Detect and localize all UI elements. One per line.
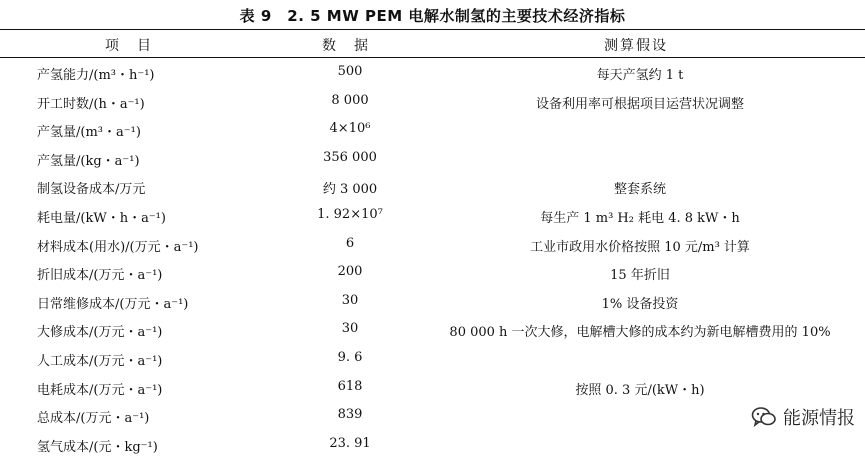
table-row (0, 147, 865, 174)
table-row (0, 261, 865, 288)
item-cell: 氢气成本/(元・kg⁻¹) (37, 439, 158, 455)
header-rule (0, 57, 865, 58)
table-row (0, 61, 865, 88)
assumption-cell: 1% 设备投资 (601, 296, 679, 312)
table-row (0, 376, 865, 403)
watermark-text: 能源情报 (783, 408, 855, 429)
assumption-cell: 整套系统 (613, 182, 666, 198)
value-cell: 839 (337, 407, 363, 423)
table-title: 表 9 2. 5 MW PEM 电解水制氢的主要技术经济指标 (239, 7, 626, 25)
watermark (751, 404, 855, 430)
value-cell: 4×10⁶ (329, 121, 371, 137)
value-cell: 6 (345, 235, 355, 251)
item-cell: 产氢量/(kg・a⁻¹) (37, 153, 140, 169)
value-cell: 618 (337, 378, 363, 394)
table-row (0, 404, 865, 431)
value-cell: 23. 91 (329, 435, 371, 451)
value-cell: 356 000 (323, 149, 377, 165)
table-row (0, 118, 865, 145)
table-row (0, 175, 865, 202)
header-assumption: 测算假设 (604, 38, 668, 54)
item-cell: 日常维修成本/(万元・a⁻¹) (37, 296, 189, 312)
item-cell: 人工成本/(万元・a⁻¹) (37, 354, 163, 369)
value-cell: 1. 92×10⁷ (317, 207, 383, 222)
value-cell: 30 (341, 292, 359, 308)
value-cell: 200 (337, 264, 363, 280)
item-cell: 材料成本(用水)/(万元・a⁻¹) (37, 239, 199, 255)
item-cell: 总成本/(万元・a⁻¹) (37, 411, 150, 427)
table-row (0, 290, 865, 317)
value-cell: 8 000 (331, 92, 369, 108)
item-cell: 产氢量/(m³・a⁻¹) (37, 125, 141, 141)
item-cell: 耗电量/(kW・h・a⁻¹) (37, 211, 166, 226)
wechat-icon (751, 406, 777, 428)
value-cell: 约 3 000 (322, 182, 378, 198)
item-cell: 制氢设备成本/万元 (37, 182, 146, 198)
table-row (0, 433, 865, 460)
table-row (0, 233, 865, 260)
item-cell: 电耗成本/(万元・a⁻¹) (37, 382, 163, 398)
table-row (0, 347, 865, 374)
assumption-cell: 80 000 h 一次大修，电解槽大修的成本约为新电解槽费用的 10% (449, 325, 831, 341)
assumption-cell: 按照 0. 3 元/(kW・h) (575, 382, 705, 398)
item-cell: 产氢能力/(m³・h⁻¹) (37, 68, 155, 83)
header-item: 项 目 (105, 38, 153, 54)
item-cell: 折旧成本/(万元・a⁻¹) (37, 268, 163, 284)
assumption-cell: 15 年折旧 (610, 268, 670, 284)
top-rule (0, 29, 865, 30)
value-cell: 500 (337, 64, 363, 79)
assumption-cell: 每天产氢约 1 t (596, 68, 684, 83)
table-row (0, 318, 865, 345)
table-row (0, 204, 865, 231)
table-row (0, 90, 865, 117)
assumption-cell: 设备利用率可根据项目运营状况调整 (535, 96, 744, 112)
value-cell: 9. 6 (337, 350, 363, 365)
header-value: 数 据 (322, 38, 370, 54)
assumption-cell: 每生产 1 m³ H₂ 耗电 4. 8 kW・h (540, 211, 740, 226)
assumption-cell: 工业市政用水价格按照 10 元/m³ 计算 (530, 239, 750, 255)
item-cell: 开工时数/(h・a⁻¹) (37, 96, 145, 112)
value-cell: 30 (341, 321, 359, 337)
item-cell: 大修成本/(万元・a⁻¹) (37, 325, 163, 341)
